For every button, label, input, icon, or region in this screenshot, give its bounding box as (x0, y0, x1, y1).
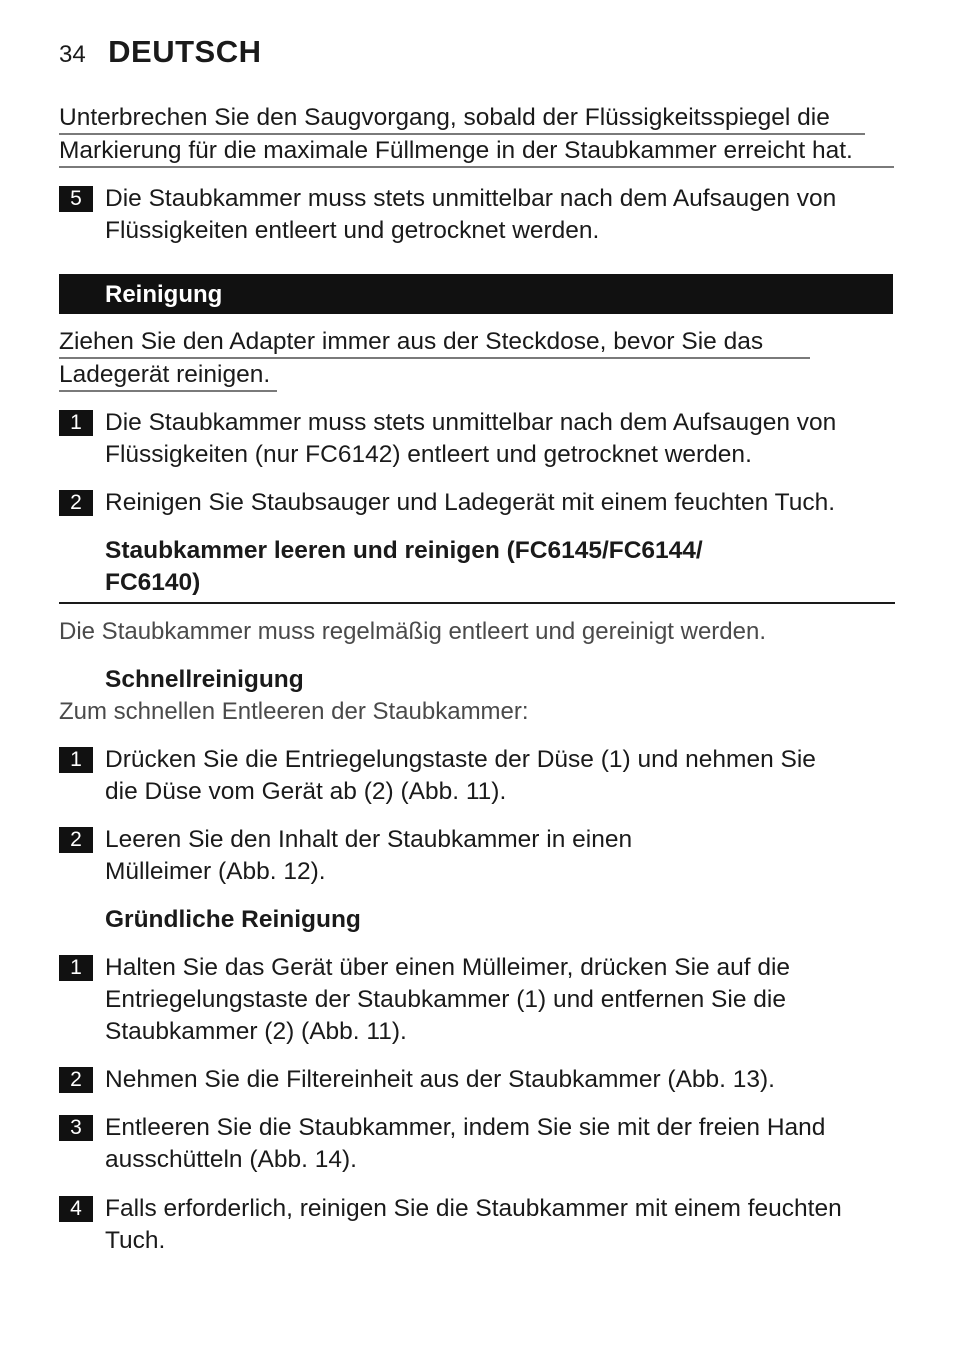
quick-clean-intro: Zum schnellen Entleeren der Staubkammer: (59, 698, 529, 725)
thorough-step-3 (59, 1112, 899, 1176)
quick-clean-title: Schnellreinigung (105, 666, 304, 693)
step-number-badge: 3 (59, 1115, 93, 1141)
step-text: Leeren Sie den Inhalt der Staubkammer in einen (105, 826, 633, 853)
step-number-badge: 1 (59, 747, 93, 773)
thorough-step-4 (59, 1193, 899, 1257)
thorough-clean-title: Gründliche Reinigung (105, 906, 361, 933)
step-text: Staubkammer (2) (Abb. 11). (105, 1018, 407, 1045)
step-text: Tuch. (105, 1227, 166, 1254)
thorough-step-1 (59, 952, 899, 1048)
step-number-badge: 4 (59, 1196, 93, 1222)
page-number: 34 (59, 41, 86, 68)
step-text: Drücken Sie die Entriegelungstaste der Düse (1) und nehmen Sie (105, 746, 816, 773)
step-5 (59, 183, 899, 247)
warning-line: Ziehen Sie den Adapter immer aus der Steckdose, bevor Sie das (59, 327, 810, 359)
section-divider (59, 602, 895, 604)
step-text: die Düse vom Gerät ab (2) (Abb. 11). (105, 778, 507, 805)
warning-line: Unterbrechen Sie den Saugvorgang, sobald der Flüssigkeitsspiegel die (59, 103, 865, 135)
section-title: Reinigung (105, 281, 223, 308)
step-text: Die Staubkammer muss stets unmittelbar nach dem Aufsaugen von (105, 185, 837, 212)
step-text: Halten Sie das Gerät über einen Mülleimer, drücken Sie auf die (105, 954, 791, 981)
adapter-warning (59, 326, 810, 392)
subsection-title-line: Staubkammer leeren und reinigen (FC6145/FC6144/ (105, 537, 703, 564)
quick-step-1 (59, 744, 899, 808)
step-text: Reinigen Sie Staubsauger und Ladegerät mit einem feuchten Tuch. (105, 489, 836, 516)
step-text: ausschütteln (Abb. 14). (105, 1146, 357, 1173)
step-number-badge: 2 (59, 1067, 93, 1093)
warning-line: Ladegerät reinigen. (59, 360, 277, 392)
page-header (59, 34, 262, 74)
step-number-badge: 1 (59, 410, 93, 436)
subsection-title (105, 535, 703, 599)
step-text: Nehmen Sie die Filtereinheit aus der Staubkammer (Abb. 13). (105, 1066, 775, 1093)
step-number-badge: 5 (59, 186, 93, 212)
language-heading: DEUTSCH (108, 34, 262, 69)
liquid-level-warning (59, 102, 894, 168)
warning-line: Markierung für die maximale Füllmenge in der Staubkammer erreicht hat. (59, 136, 894, 168)
step-number-badge: 2 (59, 490, 93, 516)
thorough-step-2 (59, 1064, 899, 1096)
cleaning-step-1 (59, 407, 899, 471)
cleaning-step-2 (59, 487, 899, 519)
step-text: Falls erforderlich, reinigen Sie die Staubkammer mit einem feuchten (105, 1195, 842, 1222)
step-text: Die Staubkammer muss stets unmittelbar nach dem Aufsaugen von (105, 409, 837, 436)
step-text: Flüssigkeiten (nur FC6142) entleert und getrocknet werden. (105, 441, 752, 468)
quick-step-2 (59, 824, 899, 888)
step-text: Mülleimer (Abb. 12). (105, 858, 326, 885)
step-text: Entriegelungstaste der Staubkammer (1) und entfernen Sie die (105, 986, 786, 1013)
step-number-badge: 2 (59, 827, 93, 853)
step-text: Entleeren Sie die Staubkammer, indem Sie sie mit der freien Hand (105, 1114, 826, 1141)
section-title-bar (59, 274, 893, 314)
subsection-intro: Die Staubkammer muss regelmäßig entleert und gereinigt werden. (59, 618, 767, 645)
step-text: Flüssigkeiten entleert und getrocknet werden. (105, 217, 600, 244)
subsection-title-line: FC6140) (105, 569, 201, 596)
step-number-badge: 1 (59, 955, 93, 981)
